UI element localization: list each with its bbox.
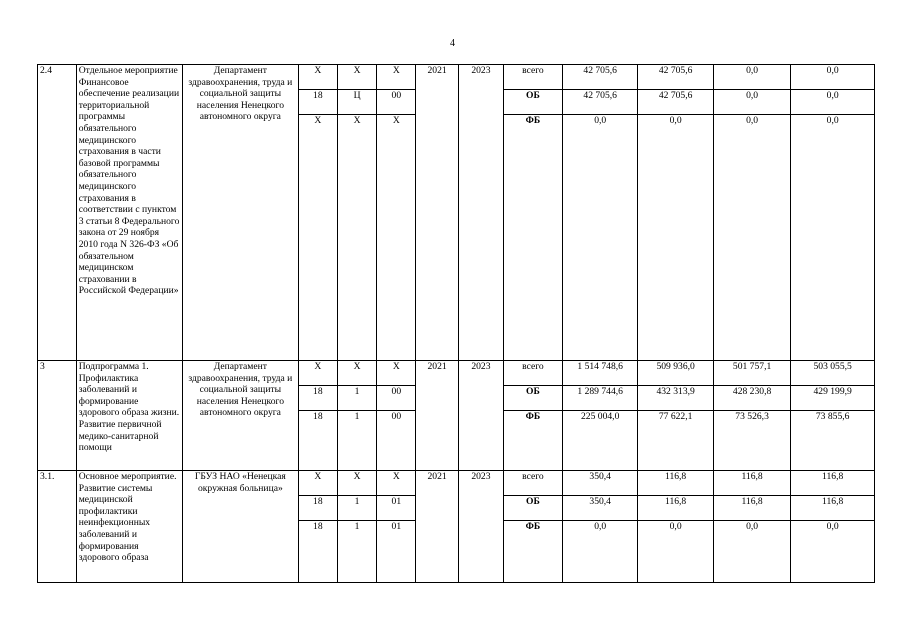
amount-2021: 432 313,9 <box>638 386 713 411</box>
funding-source: всего <box>503 471 562 496</box>
code-cell: 01 <box>377 521 416 583</box>
table-row <box>38 361 875 386</box>
code-cell: 00 <box>377 411 416 471</box>
amount-2022: 0,0 <box>713 90 790 115</box>
code-cell: Х <box>337 115 377 361</box>
amount-total: 1 514 748,6 <box>562 361 637 386</box>
amount-2022: 428 230,8 <box>713 386 790 411</box>
code-cell: 18 <box>298 90 337 115</box>
end-year: 2023 <box>459 361 504 471</box>
start-year: 2021 <box>416 361 459 471</box>
funding-source: ОБ <box>503 496 562 521</box>
funding-source: ОБ <box>503 386 562 411</box>
amount-2021: 42 705,6 <box>638 65 713 90</box>
code-cell: 1 <box>337 521 377 583</box>
amount-2021: 116,8 <box>638 496 713 521</box>
amount-total: 1 289 744,6 <box>562 386 637 411</box>
code-cell: 18 <box>298 386 337 411</box>
code-cell: 1 <box>337 386 377 411</box>
start-year: 2021 <box>416 65 459 361</box>
funding-source: ФБ <box>503 115 562 361</box>
code-cell: Х <box>377 361 416 386</box>
funding-source: ФБ <box>503 411 562 471</box>
amount-2023: 0,0 <box>791 521 875 583</box>
code-cell: 18 <box>298 411 337 471</box>
table-row <box>38 471 875 496</box>
code-cell: Х <box>377 65 416 90</box>
code-cell: Ц <box>337 90 377 115</box>
amount-total: 42 705,6 <box>562 65 637 90</box>
funding-source: всего <box>503 361 562 386</box>
amount-2023: 116,8 <box>791 471 875 496</box>
row-number: 3 <box>38 361 77 471</box>
code-cell: 18 <box>298 496 337 521</box>
amount-2023: 73 855,6 <box>791 411 875 471</box>
amount-2021: 77 622,1 <box>638 411 713 471</box>
code-cell: Х <box>298 65 337 90</box>
amount-total: 0,0 <box>562 115 637 361</box>
amount-total: 42 705,6 <box>562 90 637 115</box>
code-cell: 1 <box>337 496 377 521</box>
amount-2022: 0,0 <box>713 115 790 361</box>
code-cell: Х <box>298 471 337 496</box>
amount-total: 350,4 <box>562 496 637 521</box>
executor: ГБУЗ НАО «Ненецкая окружная больница» <box>182 471 298 583</box>
measure-name: Подпрограмма 1. Профилактика заболеваний и формирование здорового образа жизни. Развитие первичной медико-санитарной помощи <box>76 361 182 471</box>
amount-2023: 503 055,5 <box>791 361 875 386</box>
code-cell: 00 <box>377 90 416 115</box>
code-cell: 01 <box>377 496 416 521</box>
code-cell: Х <box>337 471 377 496</box>
table-row <box>38 65 875 90</box>
code-cell: Х <box>337 65 377 90</box>
code-cell: 1 <box>337 411 377 471</box>
amount-total: 0,0 <box>562 521 637 583</box>
funding-source: ФБ <box>503 521 562 583</box>
amount-2022: 116,8 <box>713 471 790 496</box>
amount-2023: 0,0 <box>791 90 875 115</box>
page-number: 4 <box>450 38 455 49</box>
amount-2021: 116,8 <box>638 471 713 496</box>
amount-2022: 501 757,1 <box>713 361 790 386</box>
amount-2022: 116,8 <box>713 496 790 521</box>
code-cell: Х <box>377 115 416 361</box>
code-cell: Х <box>298 361 337 386</box>
code-cell: 00 <box>377 386 416 411</box>
code-cell: Х <box>337 361 377 386</box>
amount-2021: 0,0 <box>638 521 713 583</box>
measure-name: Основное мероприятие. Развитие системы медицинской профилактики неинфекционных заболеваний и формирования здорового образа <box>76 471 182 583</box>
end-year: 2023 <box>459 65 504 361</box>
amount-2021: 0,0 <box>638 115 713 361</box>
amount-2022: 0,0 <box>713 521 790 583</box>
executor: Департамент здравоохранения, труда и социальной защиты населения Ненецкого автономного округа <box>182 361 298 471</box>
funding-source: ОБ <box>503 90 562 115</box>
amount-2022: 0,0 <box>713 65 790 90</box>
amount-2023: 0,0 <box>791 65 875 90</box>
code-cell: Х <box>298 115 337 361</box>
amount-2023: 0,0 <box>791 115 875 361</box>
end-year: 2023 <box>459 471 504 583</box>
row-number: 3.1. <box>38 471 77 583</box>
amount-2022: 73 526,3 <box>713 411 790 471</box>
program-budget-table <box>37 64 875 583</box>
code-cell: Х <box>377 471 416 496</box>
code-cell: 18 <box>298 521 337 583</box>
funding-source: всего <box>503 65 562 90</box>
start-year: 2021 <box>416 471 459 583</box>
amount-2021: 509 936,0 <box>638 361 713 386</box>
amount-total: 225 004,0 <box>562 411 637 471</box>
amount-2021: 42 705,6 <box>638 90 713 115</box>
measure-name: Отдельное мероприятие Финансовое обеспечение реализации территориальной программы обязательного медицинского страхования в части базовой программы обязательного медицинского страхования в соответствии с пунктом 3 статьи 8 Федерального закона от 29 ноября 2010 года N 326-ФЗ «Об обязательном медицинском страховании в Российской Федерации» <box>76 65 182 361</box>
executor: Департамент здравоохранения, труда и социальной защиты населения Ненецкого автономного округа <box>182 65 298 361</box>
row-number: 2.4 <box>38 65 77 361</box>
amount-2023: 116,8 <box>791 496 875 521</box>
amount-total: 350,4 <box>562 471 637 496</box>
amount-2023: 429 199,9 <box>791 386 875 411</box>
